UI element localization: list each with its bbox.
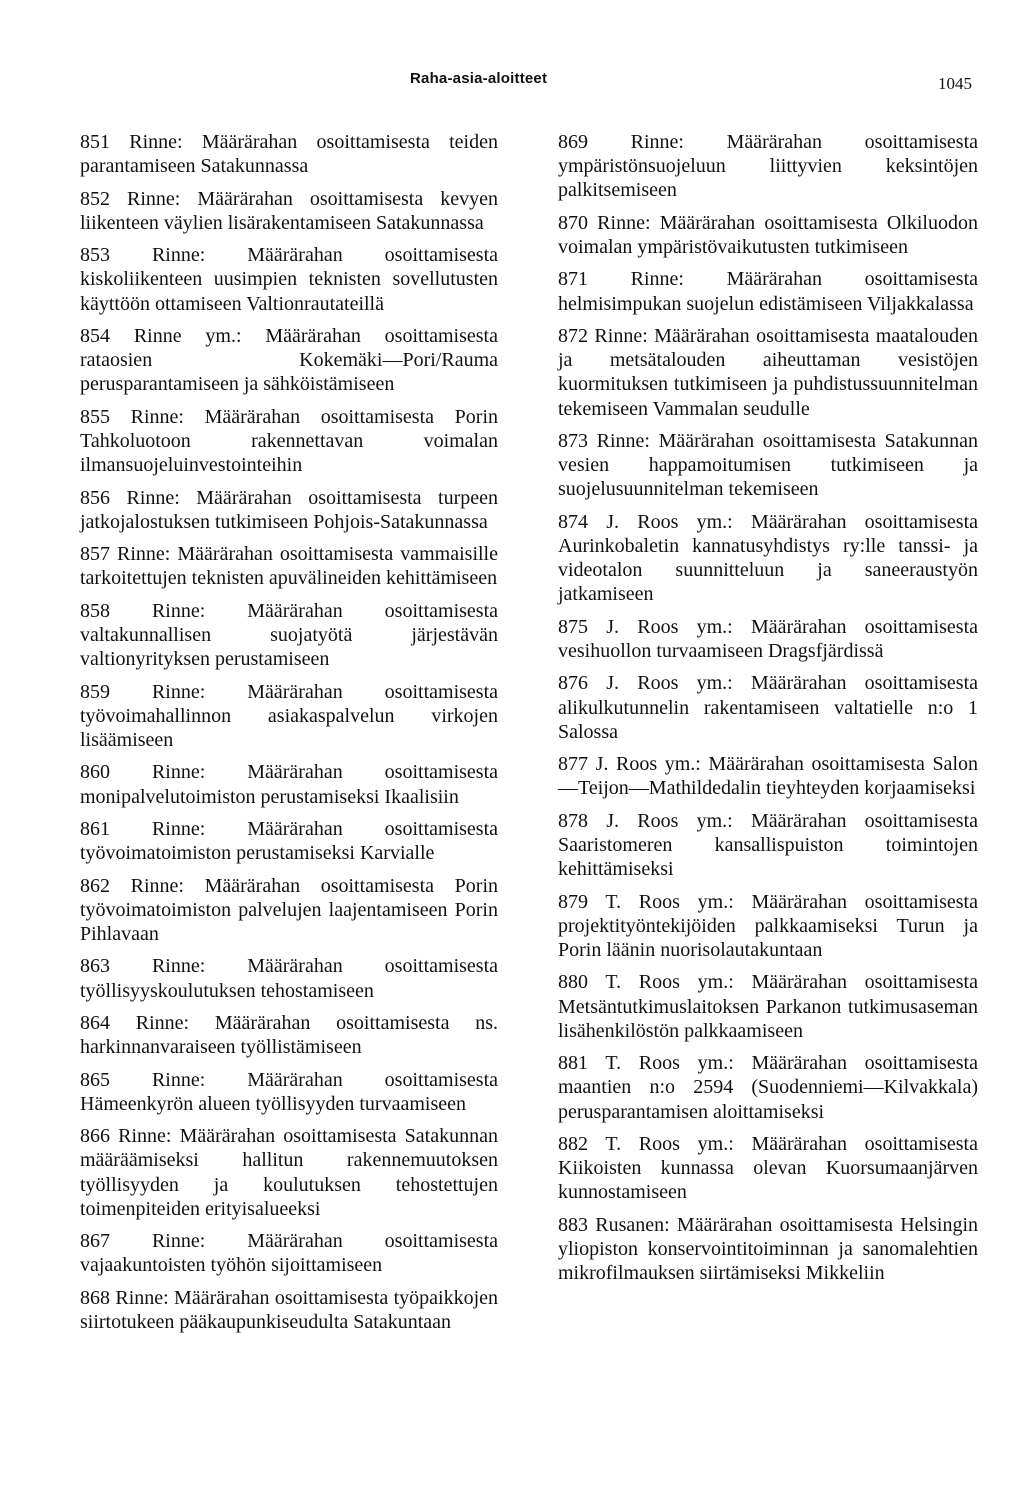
motion-entry: 873 Rinne: Määrärahan osoittamisesta Satakunnan vesien happamoitumisen tutkimiseen ja suojelusuunnitelman tekemiseen: [558, 429, 978, 501]
motion-entry: 867 Rinne: Määrärahan osoittamisesta vajaakuntoisten työhön sijoittamiseen: [80, 1230, 498, 1277]
motion-entry: 863 Rinne: Määrärahan osoittamisesta työllisyyskoulutuksen tehostamiseen: [80, 955, 498, 1002]
right-column: [558, 130, 978, 1294]
motion-entry: 874 J. Roos ym.: Määrärahan osoittamisesta Aurinkobaletin kannatusyhdistys ry:lle tanssi- ja videotalon suunnitteluun ja saneeraustyön jatkamiseen: [558, 510, 978, 606]
motion-entry: 869 Rinne: Määrärahan osoittamisesta ympäristönsuojeluun liittyvien keksintöjen palkitsemiseen: [558, 131, 978, 202]
motion-entry: 855 Rinne: Määrärahan osoittamisesta Porin Tahkoluotoon rakennettavan voimalan ilmansuojeluinvestointeihin: [80, 405, 498, 477]
motion-entry: 860 Rinne: Määrärahan osoittamisesta monipalvelutoimiston perustamiseksi Ikaalisiin: [80, 761, 498, 808]
motion-entry: 866 Rinne: Määrärahan osoittamisesta Satakunnan määräämiseksi hallitun rakennemuutoksen työllisyyden ja koulutuksen tehostettujen toimenpiteiden erityisalueeksi: [80, 1125, 498, 1220]
motion-entry: 877 J. Roos ym.: Määrärahan osoittamisesta Salon—Teijon—Mathildedalin tieyhteyden korjaamiseksi: [558, 753, 978, 800]
motion-entry: 858 Rinne: Määrärahan osoittamisesta valtakunnallisen suojatyötä järjestävän valtionyrityksen perustamiseen: [80, 599, 498, 671]
motion-entry: 876 J. Roos ym.: Määrärahan osoittamisesta alikulkutunnelin rakentamiseen valtatielle n:o 1 Salossa: [558, 672, 978, 743]
motion-entry: 864 Rinne: Määrärahan osoittamisesta ns. harkinnanvaraiseen työllistämiseen: [80, 1011, 498, 1059]
motion-entry: 851 Rinne: Määrärahan osoittamisesta teiden parantamiseen Satakunnassa: [80, 131, 498, 178]
motion-entry: 856 Rinne: Määrärahan osoittamisesta turpeen jatkojalostuksen tutkimiseen Pohjois-Satakunnassa: [80, 486, 498, 533]
motion-entry: 852 Rinne: Määrärahan osoittamisesta kevyen liikenteen väylien lisärakentamiseen Satakunnassa: [80, 187, 498, 234]
motion-entry: 882 T. Roos ym.: Määrärahan osoittamisesta Kiikoisten kunnassa olevan Kuorsumaanjärven kunnostamiseen: [558, 1132, 978, 1204]
left-column: [80, 130, 498, 1342]
motion-entry: 875 J. Roos ym.: Määrärahan osoittamisesta vesihuollon turvaamiseen Dragsfjärdissä: [558, 615, 978, 662]
motion-entry: 883 Rusanen: Määrärahan osoittamisesta Helsingin yliopiston konservointitoiminnan ja sanomalehtien mikrofilmauksen siirtämiseksi Mikkeliin: [558, 1213, 978, 1285]
motion-entry: 853 Rinne: Määrärahan osoittamisesta kiskoliikenteen uusimpien teknisten sovellutusten käyttöön ottamiseen Valtionrautateillä: [80, 244, 498, 315]
page-header: [0, 70, 1024, 100]
motion-entry: 854 Rinne ym.: Määrärahan osoittamisesta rataosien Kokemäki—Pori/Rauma perusparantamiseen ja sähköistämiseen: [80, 324, 498, 396]
motion-entry: 870 Rinne: Määrärahan osoittamisesta Olkiluodon voimalan ympäristövaikutusten tutkimiseen: [558, 211, 978, 258]
motion-entry: 857 Rinne: Määrärahan osoittamisesta vammaisille tarkoitettujen teknisten apuvälineiden kehittämiseen: [80, 543, 498, 590]
page-number: 1045: [938, 74, 972, 93]
motion-entry: 881 T. Roos ym.: Määrärahan osoittamisesta maantien n:o 2594 (Suodenniemi—Kilvakkala) perusparantamisen aloittamiseksi: [558, 1052, 978, 1123]
motion-entry: 880 T. Roos ym.: Määrärahan osoittamisesta Metsäntutkimuslaitoksen Parkanon tutkimusaseman lisähenkilöstön palkkaamiseen: [558, 971, 978, 1042]
motion-entry: 861 Rinne: Määrärahan osoittamisesta työvoimatoimiston perustamiseksi Karvialle: [80, 817, 498, 865]
motion-entry: 868 Rinne: Määrärahan osoittamisesta työpaikkojen siirtotukeen pääkaupunkiseudulta Satakuntaan: [80, 1286, 498, 1333]
motion-entry: 859 Rinne: Määrärahan osoittamisesta työvoimahallinnon asiakaspalvelun virkojen lisäämiseen: [80, 680, 498, 751]
motion-entry: 879 T. Roos ym.: Määrärahan osoittamisesta projektityöntekijöiden palkkaamiseksi Turun ja Porin läänin nuorisolautakuntaan: [558, 890, 978, 961]
running-title: Raha-asia-aloitteet: [410, 70, 548, 87]
motion-entry: 871 Rinne: Määrärahan osoittamisesta helmisimpukan suojelun edistämiseen Viljakkalassa: [558, 268, 978, 315]
motion-entry: 862 Rinne: Määrärahan osoittamisesta Porin työvoimatoimiston palvelujen laajentamiseen Porin Pihlavaan: [80, 874, 498, 945]
motion-entry: 878 J. Roos ym.: Määrärahan osoittamisesta Saaristomeren kansallispuiston toimintojen kehittämiseksi: [558, 809, 978, 881]
motion-entry: 865 Rinne: Määrärahan osoittamisesta Hämeenkyrön alueen työllisyyden turvaamiseen: [80, 1068, 498, 1115]
motion-entry: 872 Rinne: Määrärahan osoittamisesta maatalouden ja metsätalouden aiheuttaman vesistöjen kuormituksen tutkimiseen ja puhdistussuunnitelman tekemiseen Vammalan seudulle: [558, 324, 978, 420]
